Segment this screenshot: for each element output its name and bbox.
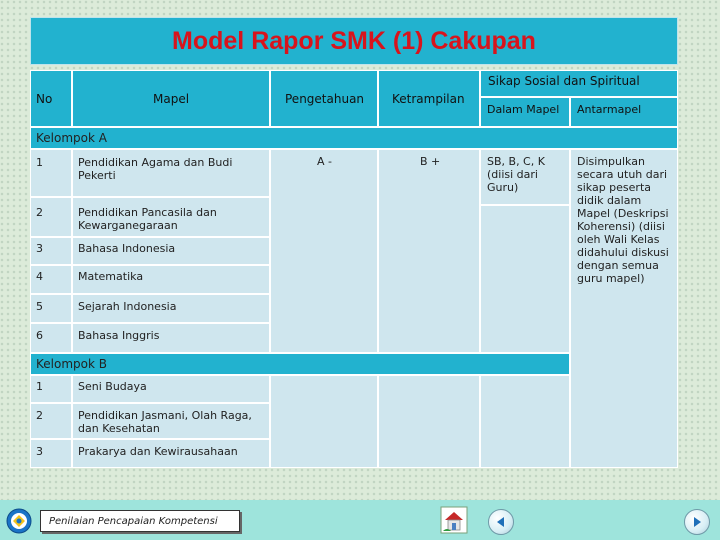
header-no (30, 70, 72, 127)
row-mapel: Seni Budaya (78, 380, 147, 393)
pengetahuan-value: A - (317, 155, 332, 168)
prev-button[interactable] (488, 509, 514, 535)
table-row (30, 403, 72, 439)
group-b-label: Kelompok B (36, 357, 107, 371)
antarmapel-cell (570, 149, 678, 468)
play-right-icon (690, 515, 704, 529)
header-mapel (72, 70, 270, 127)
group-b-row (30, 353, 570, 375)
table-row (30, 197, 72, 237)
dalam-mapel-b-cell (480, 375, 570, 468)
table-row (30, 237, 72, 265)
row-no: 6 (36, 329, 43, 342)
footer-caption-box (40, 510, 240, 532)
dalam-mapel-empty-cell (480, 205, 570, 353)
ketrampilan-value: B + (420, 155, 441, 168)
tut-wuri-handayani-logo (6, 508, 32, 534)
table-row (72, 237, 270, 265)
table-row (72, 375, 270, 403)
row-no: 5 (36, 300, 43, 313)
table-row (30, 439, 72, 468)
page-title: Model Rapor SMK (1) Cakupan (172, 26, 536, 55)
dalam-mapel-value: SB, B, C, K (diisi dari Guru) (487, 155, 545, 194)
dalam-mapel-cell (480, 149, 570, 205)
row-mapel: Pendidikan Agama dan Budi Pekerti (78, 156, 233, 182)
header-ketrampilan (378, 70, 480, 127)
table-row (72, 149, 270, 197)
table-row (30, 323, 72, 353)
ketrampilan-cell (378, 149, 480, 353)
row-mapel: Pendidikan Pancasila dan Kewarganegaraan (78, 206, 217, 232)
row-mapel: Bahasa Indonesia (78, 242, 176, 255)
row-no: 4 (36, 270, 43, 283)
table-row (30, 294, 72, 323)
row-mapel: Bahasa Inggris (78, 329, 160, 342)
header-pengetahuan (270, 70, 378, 127)
header-sikap-label: Sikap Sosial dan Spiritual (488, 74, 640, 88)
next-button[interactable] (684, 509, 710, 535)
play-left-icon (494, 515, 508, 529)
table-row (72, 439, 270, 468)
header-antarmapel-label: Antarmapel (577, 103, 642, 116)
title-bar (30, 17, 678, 65)
row-mapel: Pendidikan Jasmani, Olah Raga, dan Kesehatan (78, 409, 252, 435)
row-mapel: Matematika (78, 270, 144, 283)
pengetahuan-b-cell (270, 375, 378, 468)
table-row (72, 197, 270, 237)
table-row (30, 149, 72, 197)
header-sikap (480, 70, 678, 97)
antarmapel-value: Disimpulkan secara utuh dari sikap peserta didik dalam Mapel (Deskripsi Koherensi) (diisi oleh Wali Kelas didahului diskusi dengan semua guru mapel) (577, 155, 669, 285)
row-no: 1 (36, 156, 43, 169)
pengetahuan-cell (270, 149, 378, 353)
header-no-label: No (36, 92, 53, 106)
group-a-label: Kelompok A (36, 131, 107, 145)
header-pengetahuan-label: Pengetahuan (285, 92, 365, 106)
header-antarmapel (570, 97, 678, 127)
header-dalam-mapel (480, 97, 570, 127)
ketrampilan-b-cell (378, 375, 480, 468)
table-row (72, 265, 270, 294)
row-no: 2 (36, 409, 43, 422)
table-row (72, 403, 270, 439)
row-no: 3 (36, 242, 43, 255)
row-no: 3 (36, 445, 43, 458)
row-mapel: Prakarya dan Kewirausahaan (78, 445, 238, 458)
table-row (30, 375, 72, 403)
footer-caption: Penilaian Pencapaian Kompetensi (49, 515, 218, 527)
row-no: 2 (36, 206, 43, 219)
table-row (72, 294, 270, 323)
header-ketrampilan-label: Ketrampilan (392, 92, 465, 106)
header-mapel-label: Mapel (153, 92, 190, 106)
header-dalam-mapel-label: Dalam Mapel (487, 103, 560, 116)
row-mapel: Sejarah Indonesia (78, 300, 177, 313)
row-no: 1 (36, 380, 43, 393)
group-a-row (30, 127, 678, 149)
table-row (30, 265, 72, 294)
table-row (72, 323, 270, 353)
home-icon[interactable] (440, 506, 468, 534)
